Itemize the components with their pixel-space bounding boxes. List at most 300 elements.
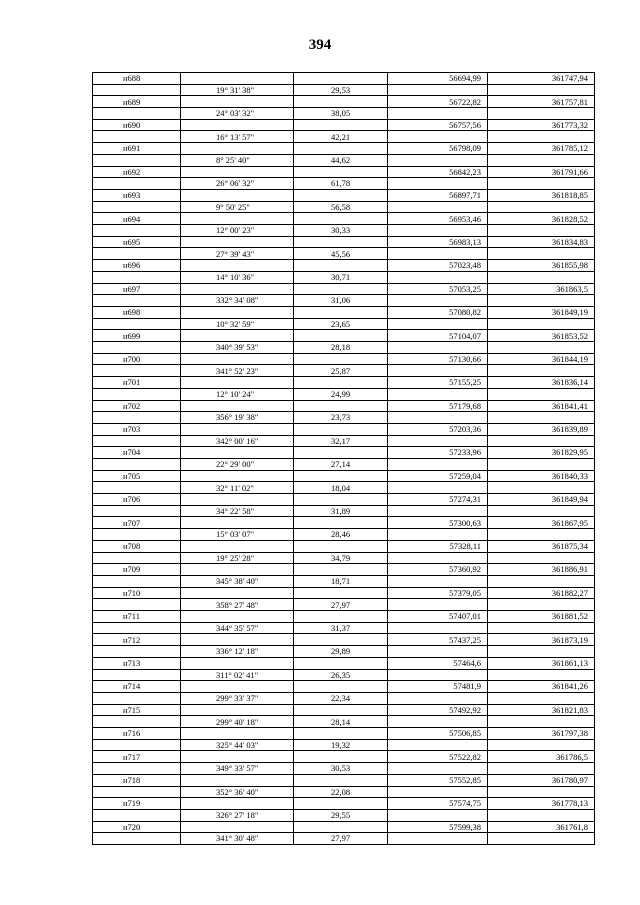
point-name: н698 [123,307,141,318]
pt-cell-dist [294,167,388,179]
segment-row [93,459,595,471]
direction-angle: 299° 40' 18" [216,716,259,727]
pt-cell-angle [181,330,294,342]
pt-cell-point [93,541,181,553]
pt-cell-x [388,424,488,436]
seg-cell-x [388,389,488,401]
seg-cell-y [488,670,595,682]
segment-row [93,108,595,120]
segment-row [93,693,595,705]
seg-cell-point [93,506,181,518]
point-row [93,611,595,623]
seg-cell-y [488,202,595,214]
pt-cell-y [488,190,595,202]
pt-cell-y [488,494,595,506]
segment-row [93,295,595,307]
point-row [93,447,595,459]
segment-length: 56,58 [331,201,351,212]
segment-row [93,576,595,588]
seg-cell-dist [294,506,388,518]
pt-cell-point [93,401,181,413]
direction-angle: 336° 12' 18" [216,646,259,657]
pt-cell-y [488,354,595,366]
pt-cell-y [488,213,595,225]
seg-cell-y [488,412,595,424]
pt-cell-y [488,260,595,272]
point-name: н711 [123,611,140,622]
point-name: н713 [123,658,141,669]
coord-x-value: 57300,63 [449,517,481,528]
pt-cell-x [388,237,488,249]
seg-cell-x [388,412,488,424]
seg-cell-x [388,155,488,167]
seg-cell-x [388,85,488,97]
point-row [93,751,595,763]
pt-cell-x [388,705,488,717]
seg-cell-dist [294,436,388,448]
point-row [93,307,595,319]
coord-y-value: 361836,14 [551,377,588,388]
segment-row [93,763,595,775]
seg-cell-point [93,342,181,354]
coord-y-value: 361761,8 [556,821,588,832]
pt-cell-point [93,751,181,763]
seg-cell-y [488,459,595,471]
direction-angle: 12° 10' 24" [216,389,255,399]
pt-cell-dist [294,143,388,155]
pt-cell-x [388,588,488,600]
seg-cell-x [388,716,488,728]
seg-cell-y [488,787,595,799]
seg-cell-dist [294,693,388,705]
pt-cell-angle [181,284,294,296]
segment-row [93,716,595,728]
seg-cell-x [388,319,488,331]
segment-row [93,412,595,424]
pt-cell-x [388,307,488,319]
point-row [93,517,595,529]
pt-cell-y [488,120,595,132]
seg-cell-angle [181,202,294,214]
segment-length: 27,97 [331,599,351,610]
pt-cell-x [388,284,488,296]
pt-cell-dist [294,260,388,272]
point-name: н710 [123,587,141,598]
pt-cell-dist [294,588,388,600]
segment-length: 45,56 [331,248,351,259]
pt-cell-dist [294,73,388,85]
coord-y-value: 361863,5 [556,283,588,294]
seg-cell-dist [294,553,388,565]
seg-cell-y [488,272,595,284]
seg-cell-y [488,716,595,728]
pt-cell-point [93,611,181,623]
page-number: 394 [308,37,332,53]
seg-cell-y [488,342,595,354]
pt-cell-x [388,96,488,108]
seg-cell-x [388,272,488,284]
seg-cell-point [93,248,181,260]
pt-cell-dist [294,471,388,483]
segment-length: 27,14 [331,459,351,470]
coord-y-value: 361861,13 [551,658,588,669]
seg-cell-y [488,810,595,822]
point-row [93,798,595,810]
seg-cell-point [93,225,181,237]
pt-cell-x [388,330,488,342]
point-row [93,190,595,202]
coord-y-value: 361791,66 [551,166,588,177]
point-row [93,705,595,717]
coord-x-value: 57104,07 [449,330,481,341]
segment-length: 28,18 [331,342,351,353]
seg-cell-dist [294,810,388,822]
pt-cell-x [388,354,488,366]
coord-y-value: 361829,95 [551,447,588,458]
segment-length: 31,06 [331,295,351,306]
pt-cell-angle [181,167,294,179]
seg-cell-x [388,646,488,658]
pt-cell-point [93,143,181,155]
seg-cell-x [388,108,488,120]
point-row [93,213,595,225]
pt-cell-angle [181,377,294,389]
pt-cell-x [388,494,488,506]
point-row [93,377,595,389]
seg-cell-point [93,833,181,845]
coord-y-value: 361855,98 [551,260,588,271]
seg-cell-dist [294,529,388,541]
pt-cell-angle [181,307,294,319]
segment-row [93,670,595,682]
pt-cell-point [93,237,181,249]
point-name: н696 [123,260,141,271]
seg-cell-dist [294,389,388,401]
segment-row [93,319,595,331]
segment-length: 18,71 [331,576,351,587]
segment-length: 30,33 [331,225,351,236]
segment-length: 26,35 [331,669,351,680]
seg-cell-angle [181,716,294,728]
seg-cell-point [93,272,181,284]
segment-row [93,787,595,799]
direction-angle: 352° 36' 40" [216,786,259,797]
point-name: н689 [123,96,141,107]
pt-cell-point [93,775,181,787]
pt-cell-angle [181,658,294,670]
seg-cell-x [388,202,488,214]
pt-cell-y [488,517,595,529]
point-row [93,167,595,179]
direction-angle: 24° 03' 32" [216,108,255,119]
pt-cell-angle [181,471,294,483]
coord-x-value: 57080,82 [449,307,481,318]
segment-length: 30,53 [331,763,351,774]
seg-cell-dist [294,225,388,237]
segment-row [93,365,595,377]
pt-cell-dist [294,775,388,787]
pt-cell-angle [181,424,294,436]
direction-angle: 358° 27' 48" [216,599,259,610]
pt-cell-x [388,471,488,483]
seg-cell-angle [181,436,294,448]
pt-cell-y [488,658,595,670]
point-name: н716 [123,728,141,739]
point-name: н720 [123,821,141,832]
pt-cell-angle [181,354,294,366]
pt-cell-x [388,798,488,810]
coord-x-value: 57481,9 [453,681,481,692]
pt-cell-point [93,424,181,436]
segment-length: 31,37 [331,622,351,633]
pt-cell-point [93,354,181,366]
coord-x-value: 57552,85 [449,775,481,785]
pt-cell-y [488,167,595,179]
seg-cell-point [93,716,181,728]
segment-length: 23,73 [331,412,351,423]
seg-cell-point [93,436,181,448]
pt-cell-point [93,658,181,670]
seg-cell-x [388,623,488,635]
coord-x-value: 56757,56 [449,119,481,130]
point-row [93,564,595,576]
seg-cell-angle [181,670,294,682]
pt-cell-angle [181,681,294,693]
pt-cell-angle [181,237,294,249]
direction-angle: 311° 02' 41" [216,669,259,680]
segment-length: 31,89 [331,505,351,516]
point-name: н702 [123,400,141,411]
point-name: н717 [123,751,141,762]
segment-row [93,202,595,214]
direction-angle: 356° 19' 38" [216,412,259,423]
pt-cell-angle [181,564,294,576]
seg-cell-point [93,295,181,307]
seg-cell-dist [294,623,388,635]
point-name: н707 [123,517,141,528]
pt-cell-y [488,237,595,249]
seg-cell-y [488,319,595,331]
pt-cell-point [93,447,181,459]
seg-cell-point [93,670,181,682]
pt-cell-x [388,751,488,763]
pt-cell-angle [181,401,294,413]
point-row [93,401,595,413]
point-name: н697 [123,283,141,294]
seg-cell-dist [294,131,388,143]
point-row [93,775,595,787]
seg-cell-point [93,693,181,705]
pt-cell-point [93,190,181,202]
coord-x-value: 57203,36 [449,424,481,435]
seg-cell-y [488,178,595,190]
pt-cell-point [93,307,181,319]
pt-cell-x [388,73,488,85]
seg-cell-point [93,365,181,377]
direction-angle: 340° 39' 53" [216,342,259,353]
direction-angle: 32° 11' 02" [216,482,254,493]
point-name: н718 [123,775,141,785]
seg-cell-angle [181,319,294,331]
point-row [93,96,595,108]
coord-y-value: 361886,91 [551,564,588,575]
coord-y-value: 361778,13 [551,798,588,809]
seg-cell-dist [294,459,388,471]
seg-cell-y [488,529,595,541]
pt-cell-y [488,564,595,576]
segment-length: 44,62 [331,155,351,166]
pt-cell-dist [294,401,388,413]
seg-cell-y [488,155,595,167]
pt-cell-y [488,541,595,553]
pt-cell-y [488,798,595,810]
seg-cell-angle [181,389,294,401]
coord-y-value: 361828,52 [551,213,588,224]
segment-length: 61,78 [331,178,351,189]
direction-angle: 12° 00' 23" [216,225,255,236]
seg-cell-y [488,365,595,377]
pt-cell-point [93,728,181,740]
pt-cell-angle [181,775,294,787]
pt-cell-y [488,401,595,413]
coord-x-value: 57492,92 [449,704,481,715]
seg-cell-x [388,787,488,799]
seg-cell-y [488,553,595,565]
pt-cell-dist [294,190,388,202]
seg-cell-y [488,506,595,518]
seg-cell-angle [181,599,294,611]
segment-length: 29,55 [331,810,351,821]
point-name: н703 [123,424,141,435]
pt-cell-x [388,401,488,413]
pt-cell-x [388,541,488,553]
seg-cell-dist [294,295,388,307]
seg-cell-angle [181,412,294,424]
coord-y-value: 361849,19 [551,307,588,318]
direction-angle: 19° 31' 38" [216,84,255,95]
point-name: н688 [123,73,141,84]
seg-cell-angle [181,225,294,237]
seg-cell-angle [181,131,294,143]
direction-angle: 15° 03' 07" [216,529,255,540]
point-name: н700 [123,353,141,364]
seg-cell-angle [181,740,294,752]
coord-y-value: 361882,27 [551,587,588,598]
pt-cell-y [488,728,595,740]
point-row [93,237,595,249]
pt-cell-dist [294,354,388,366]
pt-cell-point [93,494,181,506]
point-name: н712 [123,634,141,645]
pt-cell-x [388,634,488,646]
pt-cell-dist [294,634,388,646]
segment-length: 28,46 [331,529,351,540]
seg-cell-point [93,599,181,611]
point-row [93,143,595,155]
coord-x-value: 57360,92 [449,564,481,575]
pt-cell-y [488,471,595,483]
coord-x-value: 57464,6 [453,658,481,669]
seg-cell-x [388,459,488,471]
pt-cell-angle [181,822,294,834]
pt-cell-angle [181,751,294,763]
seg-cell-point [93,202,181,214]
pt-cell-y [488,611,595,623]
seg-cell-angle [181,85,294,97]
seg-cell-y [488,482,595,494]
seg-cell-x [388,295,488,307]
seg-cell-dist [294,365,388,377]
pt-cell-angle [181,447,294,459]
pt-cell-angle [181,611,294,623]
seg-cell-y [488,436,595,448]
seg-cell-dist [294,202,388,214]
pt-cell-x [388,517,488,529]
point-row [93,471,595,483]
point-name: н709 [123,564,141,575]
seg-cell-point [93,482,181,494]
point-row [93,260,595,272]
seg-cell-dist [294,763,388,775]
seg-cell-y [488,225,595,237]
pt-cell-angle [181,494,294,506]
seg-cell-y [488,131,595,143]
direction-angle: 349° 33' 57" [216,763,259,774]
coord-x-value: 57259,04 [449,470,481,481]
pt-cell-dist [294,424,388,436]
pt-cell-angle [181,728,294,740]
coord-y-value: 361747,94 [551,73,588,84]
seg-cell-angle [181,482,294,494]
coord-y-value: 361818,85 [551,190,588,201]
pt-cell-y [488,330,595,342]
pt-cell-angle [181,517,294,529]
coord-x-value: 57053,25 [449,283,481,294]
coord-x-value: 56798,09 [449,143,481,154]
segment-row [93,810,595,822]
seg-cell-point [93,108,181,120]
coord-y-value: 361875,34 [551,541,588,552]
seg-cell-point [93,131,181,143]
segment-length: 19,32 [331,739,351,750]
point-name: н719 [123,798,141,809]
segment-length: 24,99 [331,389,351,399]
seg-cell-point [93,319,181,331]
seg-cell-x [388,482,488,494]
seg-cell-x [388,763,488,775]
point-name: н693 [123,190,141,201]
pt-cell-y [488,284,595,296]
segment-length: 25,87 [331,365,351,376]
segment-row [93,131,595,143]
pt-cell-x [388,447,488,459]
seg-cell-x [388,670,488,682]
segment-row [93,506,595,518]
seg-cell-y [488,740,595,752]
seg-cell-y [488,248,595,260]
segment-row [93,623,595,635]
pt-cell-point [93,681,181,693]
seg-cell-angle [181,108,294,120]
coord-y-value: 361785,12 [551,143,588,154]
seg-cell-point [93,763,181,775]
seg-cell-y [488,763,595,775]
segment-row [93,599,595,611]
pt-cell-dist [294,751,388,763]
direction-angle: 326° 27' 18" [216,810,259,821]
seg-cell-angle [181,553,294,565]
direction-angle: 8° 25' 40" [216,155,250,166]
